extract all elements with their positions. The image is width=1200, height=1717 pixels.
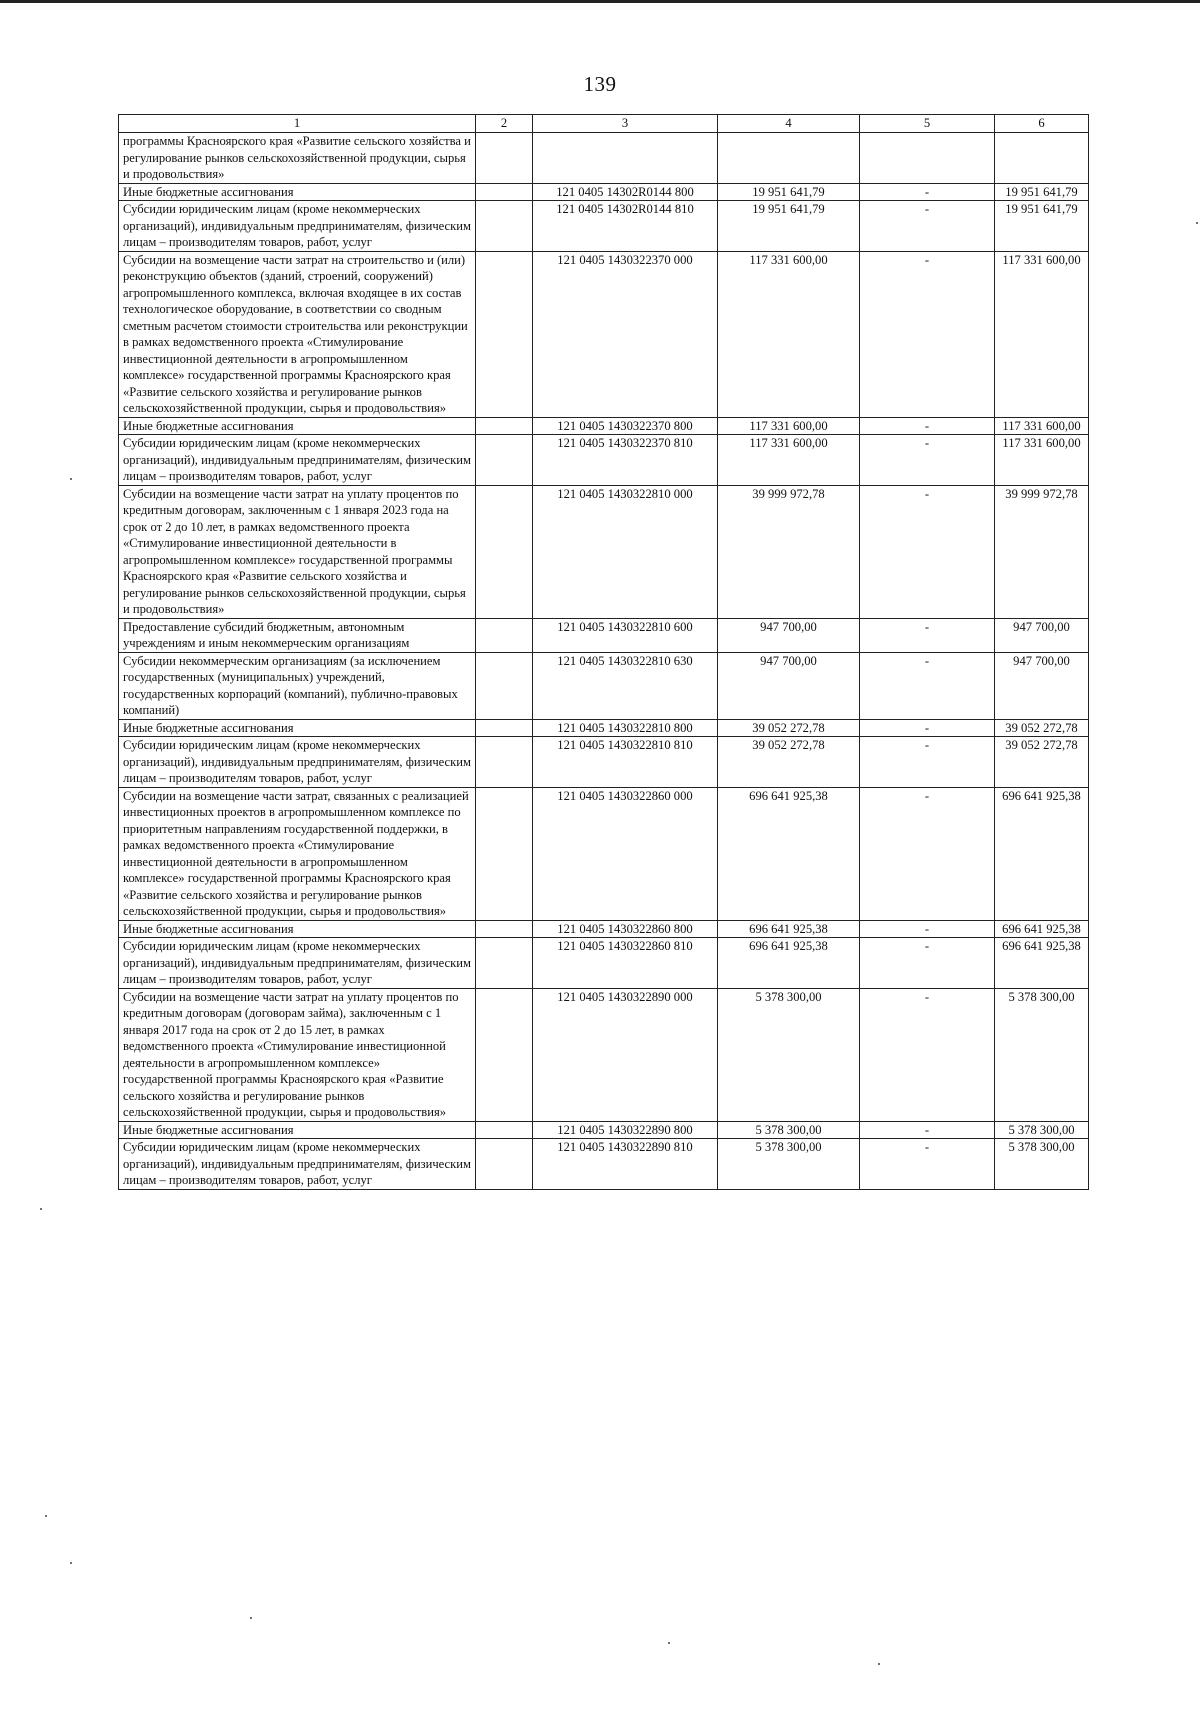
- table-row: [119, 719, 1089, 737]
- cell-sum: 39 052 272,78: [718, 719, 860, 737]
- cell-code: 121 0405 1430322370 810: [533, 435, 718, 486]
- cell-col-2: [476, 485, 533, 618]
- cell-total: 696 641 925,38: [995, 938, 1089, 989]
- cell-code: 121 0405 1430322860 000: [533, 787, 718, 920]
- cell-name: Субсидии юридическим лицам (кроме некоммерческих организаций), индивидуальным предпринимателям, физическим лицам – производителям товаров, работ, услуг: [119, 737, 476, 788]
- table-row: [119, 618, 1089, 652]
- scan-speck: [250, 1617, 252, 1619]
- cell-sum: 947 700,00: [718, 652, 860, 719]
- cell-sum: 19 951 641,79: [718, 183, 860, 201]
- table-row: [119, 1121, 1089, 1139]
- cell-code: 121 0405 1430322890 000: [533, 988, 718, 1121]
- cell-col-2: [476, 1139, 533, 1190]
- header-col-6: 6: [995, 115, 1089, 133]
- cell-col-5: -: [860, 920, 995, 938]
- cell-sum: 117 331 600,00: [718, 435, 860, 486]
- page-number: 139: [583, 72, 617, 96]
- table-row: [119, 133, 1089, 184]
- cell-sum: 5 378 300,00: [718, 1139, 860, 1190]
- cell-code: 121 0405 1430322860 800: [533, 920, 718, 938]
- scan-speck: [40, 1208, 42, 1210]
- cell-col-5: -: [860, 618, 995, 652]
- cell-col-5: -: [860, 719, 995, 737]
- cell-col-2: [476, 201, 533, 252]
- cell-col-5: -: [860, 988, 995, 1121]
- cell-code: 121 0405 1430322810 810: [533, 737, 718, 788]
- cell-col-5: -: [860, 1139, 995, 1190]
- cell-code: 121 0405 14302R0144 810: [533, 201, 718, 252]
- table-row: [119, 485, 1089, 618]
- cell-sum: 5 378 300,00: [718, 1121, 860, 1139]
- cell-total: 117 331 600,00: [995, 417, 1089, 435]
- table-row: [119, 183, 1089, 201]
- cell-col-2: [476, 652, 533, 719]
- cell-col-2: [476, 988, 533, 1121]
- cell-code: 121 0405 1430322810 800: [533, 719, 718, 737]
- cell-col-5: -: [860, 737, 995, 788]
- cell-col-5: -: [860, 938, 995, 989]
- table-row: [119, 988, 1089, 1121]
- cell-sum: 947 700,00: [718, 618, 860, 652]
- cell-name: Субсидии на возмещение части затрат на уплату процентов по кредитным договорам (договорам займа), заключенным с 1 января 2017 года на срок от 2 до 15 лет, в рамках ведомственного проекта «Стимулирование инвестиционной деятельности в агропромышленном комплексе» государственной программы Красноярского края «Развитие сельского хозяйства и регулирование рынков сельскохозяйственной продукции, сырья и продовольствия»: [119, 988, 476, 1121]
- scan-speck: [668, 1642, 670, 1644]
- table-row: [119, 787, 1089, 920]
- cell-col-2: [476, 1121, 533, 1139]
- cell-sum: [718, 133, 860, 184]
- cell-name: Субсидии юридическим лицам (кроме некоммерческих организаций), индивидуальным предпринимателям, физическим лицам – производителям товаров, работ, услуг: [119, 1139, 476, 1190]
- table-row: [119, 652, 1089, 719]
- header-col-3: 3: [533, 115, 718, 133]
- cell-total: 5 378 300,00: [995, 1139, 1089, 1190]
- cell-col-2: [476, 183, 533, 201]
- table-row: [119, 1139, 1089, 1190]
- budget-table: [118, 114, 1089, 1190]
- cell-code: 121 0405 14302R0144 800: [533, 183, 718, 201]
- table-row: [119, 201, 1089, 252]
- header-col-4: 4: [718, 115, 860, 133]
- cell-col-5: -: [860, 201, 995, 252]
- cell-total: 696 641 925,38: [995, 920, 1089, 938]
- cell-name: Субсидии юридическим лицам (кроме некоммерческих организаций), индивидуальным предпринимателям, физическим лицам – производителям товаров, работ, услуг: [119, 938, 476, 989]
- cell-name: Предоставление субсидий бюджетным, автономным учреждениям и иным некоммерческим организациям: [119, 618, 476, 652]
- cell-col-5: -: [860, 183, 995, 201]
- cell-col-5: -: [860, 787, 995, 920]
- cell-name: Субсидии на возмещение части затрат на уплату процентов по кредитным договорам, заключенным с 1 января 2023 года на срок от 2 до 10 лет, в рамках ведомственного проекта «Стимулирование инвестиционной деятельности в агропромышленном комплексе» государственной программы Красноярского края «Развитие сельского хозяйства и регулирование рынков сельскохозяйственной продукции, сырья и продовольствия»: [119, 485, 476, 618]
- cell-name: Субсидии юридическим лицам (кроме некоммерческих организаций), индивидуальным предпринимателям, физическим лицам – производителям товаров, работ, услуг: [119, 435, 476, 486]
- cell-col-5: [860, 133, 995, 184]
- cell-sum: 117 331 600,00: [718, 251, 860, 417]
- scan-speck: [878, 1663, 880, 1665]
- cell-total: 117 331 600,00: [995, 251, 1089, 417]
- cell-name: Иные бюджетные ассигнования: [119, 1121, 476, 1139]
- cell-col-5: -: [860, 485, 995, 618]
- cell-total: 117 331 600,00: [995, 435, 1089, 486]
- cell-col-2: [476, 133, 533, 184]
- scan-speck: [70, 1562, 72, 1564]
- cell-col-2: [476, 920, 533, 938]
- cell-code: 121 0405 1430322370 000: [533, 251, 718, 417]
- cell-sum: 696 641 925,38: [718, 920, 860, 938]
- cell-name: Субсидии на возмещение части затрат, связанных с реализацией инвестиционных проектов в агропромышленном комплексе по приоритетным направлениям государственной поддержки, в рамках ведомственного проекта «Стимулирование инвестиционной деятельности в агропромышленном комплексе» государственной программы Красноярского края «Развитие сельского хозяйства и регулирование рынков сельскохозяйственной продукции, сырья и продовольствия»: [119, 787, 476, 920]
- cell-col-2: [476, 737, 533, 788]
- cell-total: 696 641 925,38: [995, 787, 1089, 920]
- cell-col-5: -: [860, 652, 995, 719]
- cell-code: 121 0405 1430322810 600: [533, 618, 718, 652]
- table-body: [119, 133, 1089, 1190]
- table-row: [119, 920, 1089, 938]
- cell-col-2: [476, 417, 533, 435]
- cell-col-2: [476, 938, 533, 989]
- cell-total: 19 951 641,79: [995, 183, 1089, 201]
- cell-total: 947 700,00: [995, 618, 1089, 652]
- cell-sum: 5 378 300,00: [718, 988, 860, 1121]
- cell-col-5: -: [860, 251, 995, 417]
- cell-col-5: -: [860, 435, 995, 486]
- cell-col-5: -: [860, 417, 995, 435]
- cell-code: 121 0405 1430322370 800: [533, 417, 718, 435]
- cell-name: Иные бюджетные ассигнования: [119, 417, 476, 435]
- cell-sum: 696 641 925,38: [718, 787, 860, 920]
- cell-name: Иные бюджетные ассигнования: [119, 719, 476, 737]
- cell-name: программы Красноярского края «Развитие сельского хозяйства и регулирование рынков сельскохозяйственной продукции, сырья и продовольствия»: [119, 133, 476, 184]
- cell-code: 121 0405 1430322890 810: [533, 1139, 718, 1190]
- cell-code: [533, 133, 718, 184]
- header-col-1: 1: [119, 115, 476, 133]
- cell-col-5: -: [860, 1121, 995, 1139]
- cell-sum: 19 951 641,79: [718, 201, 860, 252]
- cell-code: 121 0405 1430322890 800: [533, 1121, 718, 1139]
- header-col-5: 5: [860, 115, 995, 133]
- cell-col-2: [476, 435, 533, 486]
- table-row: [119, 737, 1089, 788]
- cell-col-2: [476, 719, 533, 737]
- header-col-2: 2: [476, 115, 533, 133]
- header-row: [119, 115, 1089, 133]
- cell-total: [995, 133, 1089, 184]
- cell-total: 947 700,00: [995, 652, 1089, 719]
- table-row: [119, 251, 1089, 417]
- cell-total: 19 951 641,79: [995, 201, 1089, 252]
- cell-total: 5 378 300,00: [995, 988, 1089, 1121]
- cell-name: Субсидии юридическим лицам (кроме некоммерческих организаций), индивидуальным предпринимателям, физическим лицам – производителям товаров, работ, услуг: [119, 201, 476, 252]
- cell-sum: 39 052 272,78: [718, 737, 860, 788]
- cell-name: Субсидии на возмещение части затрат на строительство и (или) реконструкцию объектов (зданий, строений, сооружений) агропромышленного комплекса, включая входящее в их состав технологическое оборудование, в соответствии со сводным сметным расчетом стоимости строительства или реконструкции в рамках ведомственного проекта «Стимулирование инвестиционной деятельности в агропромышленном комплексе» государственной программы Красноярского края «Развитие сельского хозяйства и регулирование рынков сельскохозяйственной продукции, сырья и продовольствия»: [119, 251, 476, 417]
- scan-speck: [70, 478, 72, 480]
- top-border-line: [0, 0, 1200, 3]
- cell-sum: 696 641 925,38: [718, 938, 860, 989]
- table-row: [119, 435, 1089, 486]
- cell-name: Иные бюджетные ассигнования: [119, 183, 476, 201]
- cell-col-2: [476, 787, 533, 920]
- cell-sum: 117 331 600,00: [718, 417, 860, 435]
- cell-name: Субсидии некоммерческим организациям (за исключением государственных (муниципальных) учреждений, государственных корпораций (компаний), публично-правовых компаний): [119, 652, 476, 719]
- cell-total: 5 378 300,00: [995, 1121, 1089, 1139]
- scan-speck: [45, 1515, 47, 1517]
- cell-code: 121 0405 1430322860 810: [533, 938, 718, 989]
- cell-code: 121 0405 1430322810 630: [533, 652, 718, 719]
- cell-col-2: [476, 618, 533, 652]
- cell-col-2: [476, 251, 533, 417]
- cell-total: 39 052 272,78: [995, 719, 1089, 737]
- cell-total: 39 052 272,78: [995, 737, 1089, 788]
- table-row: [119, 417, 1089, 435]
- cell-sum: 39 999 972,78: [718, 485, 860, 618]
- cell-code: 121 0405 1430322810 000: [533, 485, 718, 618]
- table-row: [119, 938, 1089, 989]
- cell-name: Иные бюджетные ассигнования: [119, 920, 476, 938]
- scan-speck: [1196, 222, 1198, 224]
- cell-total: 39 999 972,78: [995, 485, 1089, 618]
